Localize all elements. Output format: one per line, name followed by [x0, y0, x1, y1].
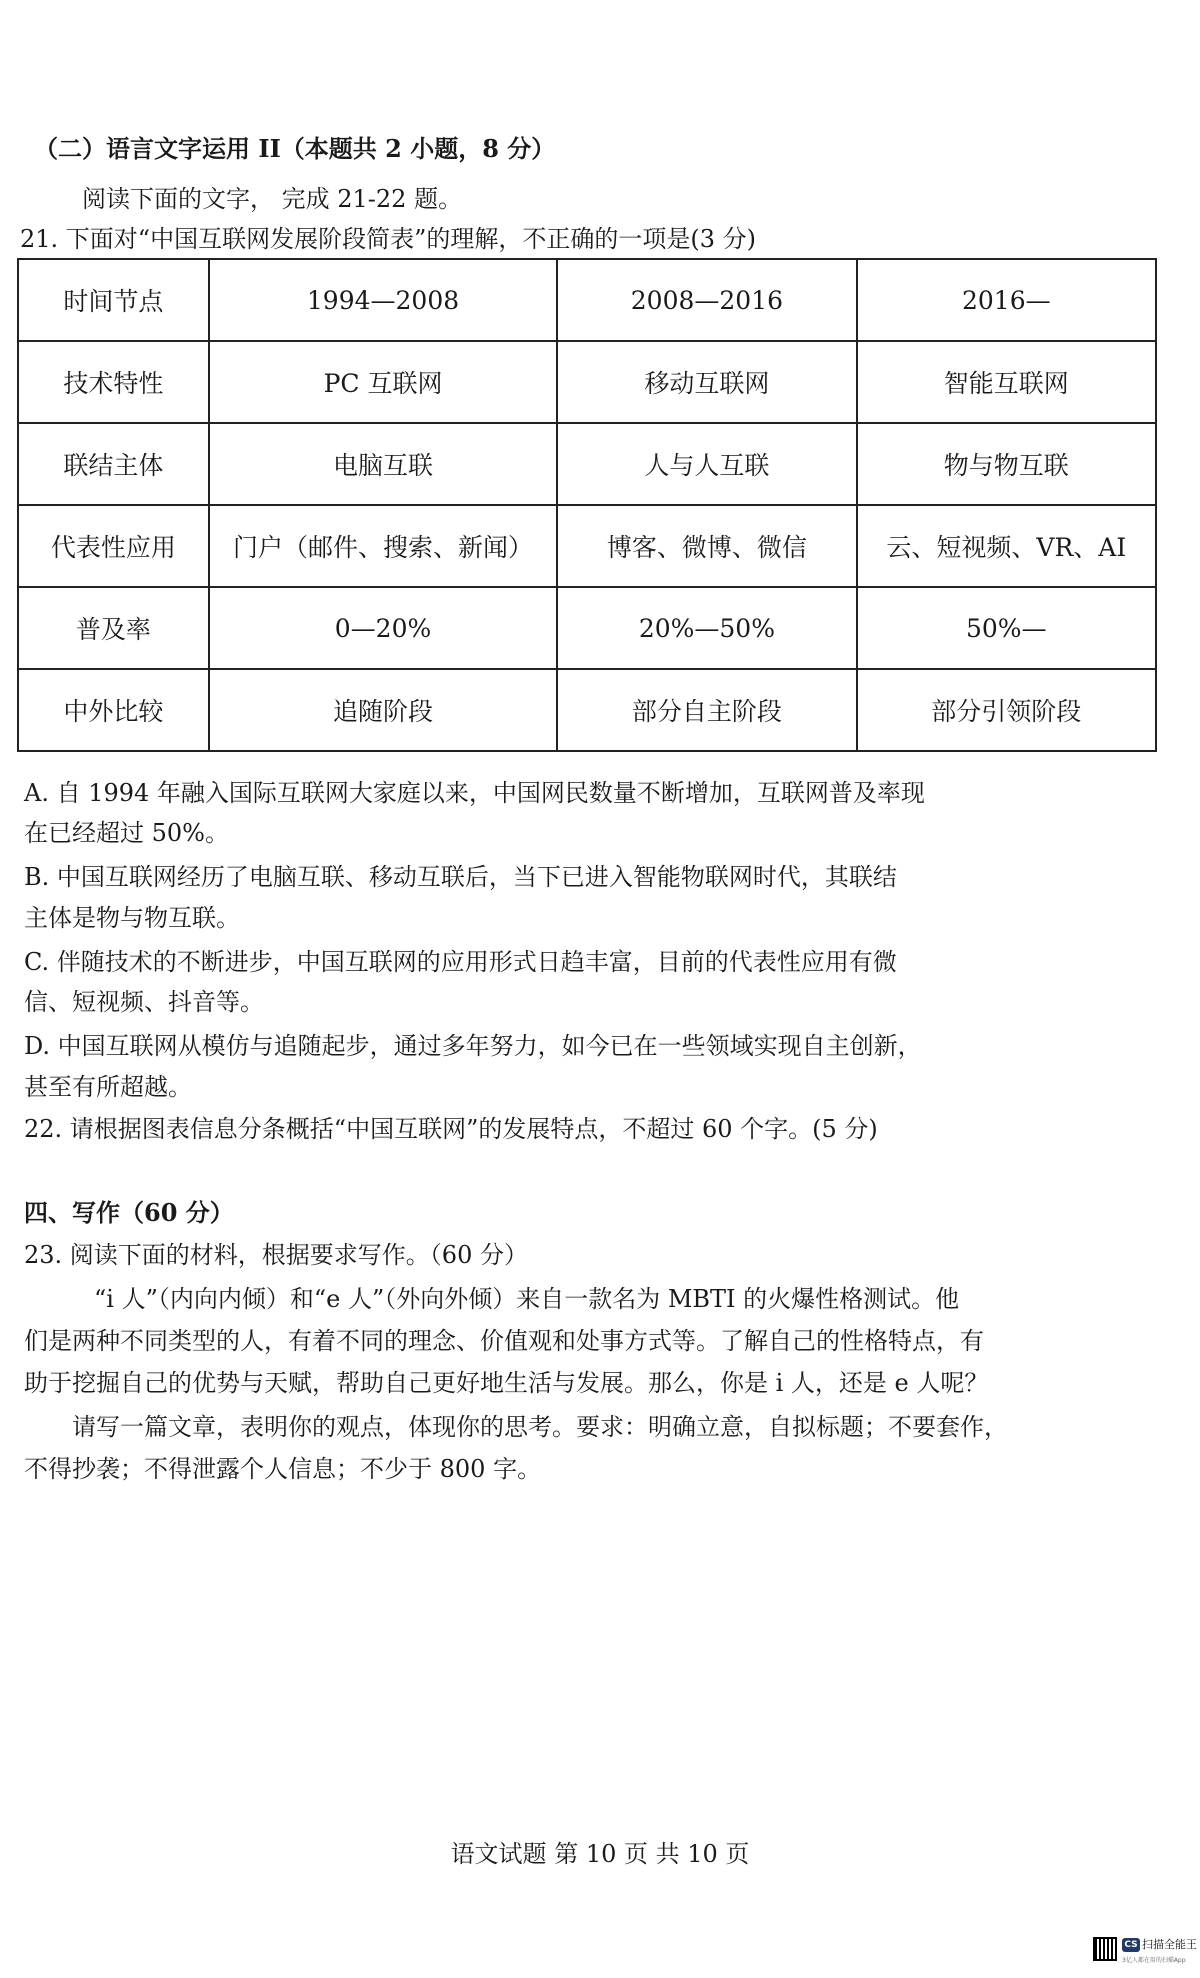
camscanner-tagline: 3亿人都在用的扫描App	[1122, 1957, 1186, 1964]
option-b-line-1: B. 中国互联网经历了电脑互联、移动互联后，当下已进入智能物联网时代，其联结	[24, 863, 897, 891]
question-21-stem: 21. 下面对“中国互联网发展阶段简表”的理解，不正确的一项是(3 分)	[20, 225, 756, 253]
table-row	[18, 669, 1156, 751]
table-row	[18, 341, 1156, 423]
table-row	[18, 423, 1156, 505]
option-d-line-2: 甚至有所超越。	[24, 1073, 192, 1101]
section-2-intro: 阅读下面的文字， 完成 21-22 题。	[82, 185, 463, 213]
table-cell: 智能互联网	[857, 341, 1156, 423]
option-b-line-2: 主体是物与物互联。	[24, 904, 240, 932]
requirement-line-1: 请写一篇文章，表明你的观点，体现你的思考。要求：明确立意，自拟标题；不要套作，	[72, 1413, 1008, 1441]
camscanner-logo: CS	[1122, 1938, 1140, 1952]
question-22-stem: 22. 请根据图表信息分条概括“中国互联网”的发展特点，不超过 60 个字。(5 分)	[24, 1115, 878, 1143]
option-d-line-1: D. 中国互联网从模仿与追随起步，通过多年努力，如今已在一些领域实现自主创新，	[24, 1032, 922, 1060]
table-cell: 部分自主阶段	[557, 669, 856, 751]
table-cell: 20%—50%	[557, 587, 856, 669]
table-row	[18, 259, 1156, 341]
table-cell: 博客、微博、微信	[557, 505, 856, 587]
row-label: 时间节点	[18, 259, 209, 341]
table-cell: PC 互联网	[209, 341, 557, 423]
camscanner-name: 扫描全能王	[1142, 1938, 1197, 1951]
requirement-line-2: 不得抄袭；不得泄露个人信息；不少于 800 字。	[24, 1455, 542, 1483]
page-footer: 语文试题 第 10 页 共 10 页	[450, 1840, 750, 1868]
material-line-1: “i 人”（内向内倾）和“e 人”（外向外倾）来自一款名为 MBTI 的火爆性格测试。他	[94, 1285, 960, 1313]
table-cell: 0—20%	[209, 587, 557, 669]
row-label: 中外比较	[18, 669, 209, 751]
table-cell: 物与物互联	[857, 423, 1156, 505]
table-cell: 门户（邮件、搜索、新闻）	[209, 505, 557, 587]
row-label: 代表性应用	[18, 505, 209, 587]
table-cell: 2008—2016	[557, 259, 856, 341]
table-cell: 电脑互联	[209, 423, 557, 505]
table-cell: 50%—	[857, 587, 1156, 669]
table-cell: 追随阶段	[209, 669, 557, 751]
table-cell: 云、短视频、VR、AI	[857, 505, 1156, 587]
row-label: 普及率	[18, 587, 209, 669]
section-4-heading: 四、写作（60 分）	[24, 1198, 234, 1227]
table-cell: 人与人互联	[557, 423, 856, 505]
question-23-stem: 23. 阅读下面的材料，根据要求写作。（60 分）	[24, 1241, 528, 1269]
option-c-line-2: 信、短视频、抖音等。	[24, 988, 264, 1016]
row-label: 技术特性	[18, 341, 209, 423]
table-row	[18, 505, 1156, 587]
section-2-heading: （二）语言文字运用 II（本题共 2 小题，8 分）	[34, 134, 556, 163]
option-a-line-1: A. 自 1994 年融入国际互联网大家庭以来，中国网民数量不断增加，互联网普及率现	[24, 779, 925, 807]
table-row	[18, 587, 1156, 669]
table-cell: 部分引领阶段	[857, 669, 1156, 751]
table-cell: 1994—2008	[209, 259, 557, 341]
qr-code-icon	[1093, 1937, 1117, 1961]
material-line-2: 们是两种不同类型的人，有着不同的理念、价值观和处事方式等。了解自己的性格特点，有	[24, 1327, 984, 1355]
option-a-line-2: 在已经超过 50%。	[24, 819, 229, 847]
internet-stage-table	[17, 258, 1157, 752]
option-c-line-1: C. 伴随技术的不断进步，中国互联网的应用形式日趋丰富，目前的代表性应用有微	[24, 948, 897, 976]
material-line-3: 助于挖掘自己的优势与天赋，帮助自己更好地生活与发展。那么，你是 i 人，还是 e 人呢？	[24, 1369, 989, 1397]
table-cell: 2016—	[857, 259, 1156, 341]
row-label: 联结主体	[18, 423, 209, 505]
table-cell: 移动互联网	[557, 341, 856, 423]
